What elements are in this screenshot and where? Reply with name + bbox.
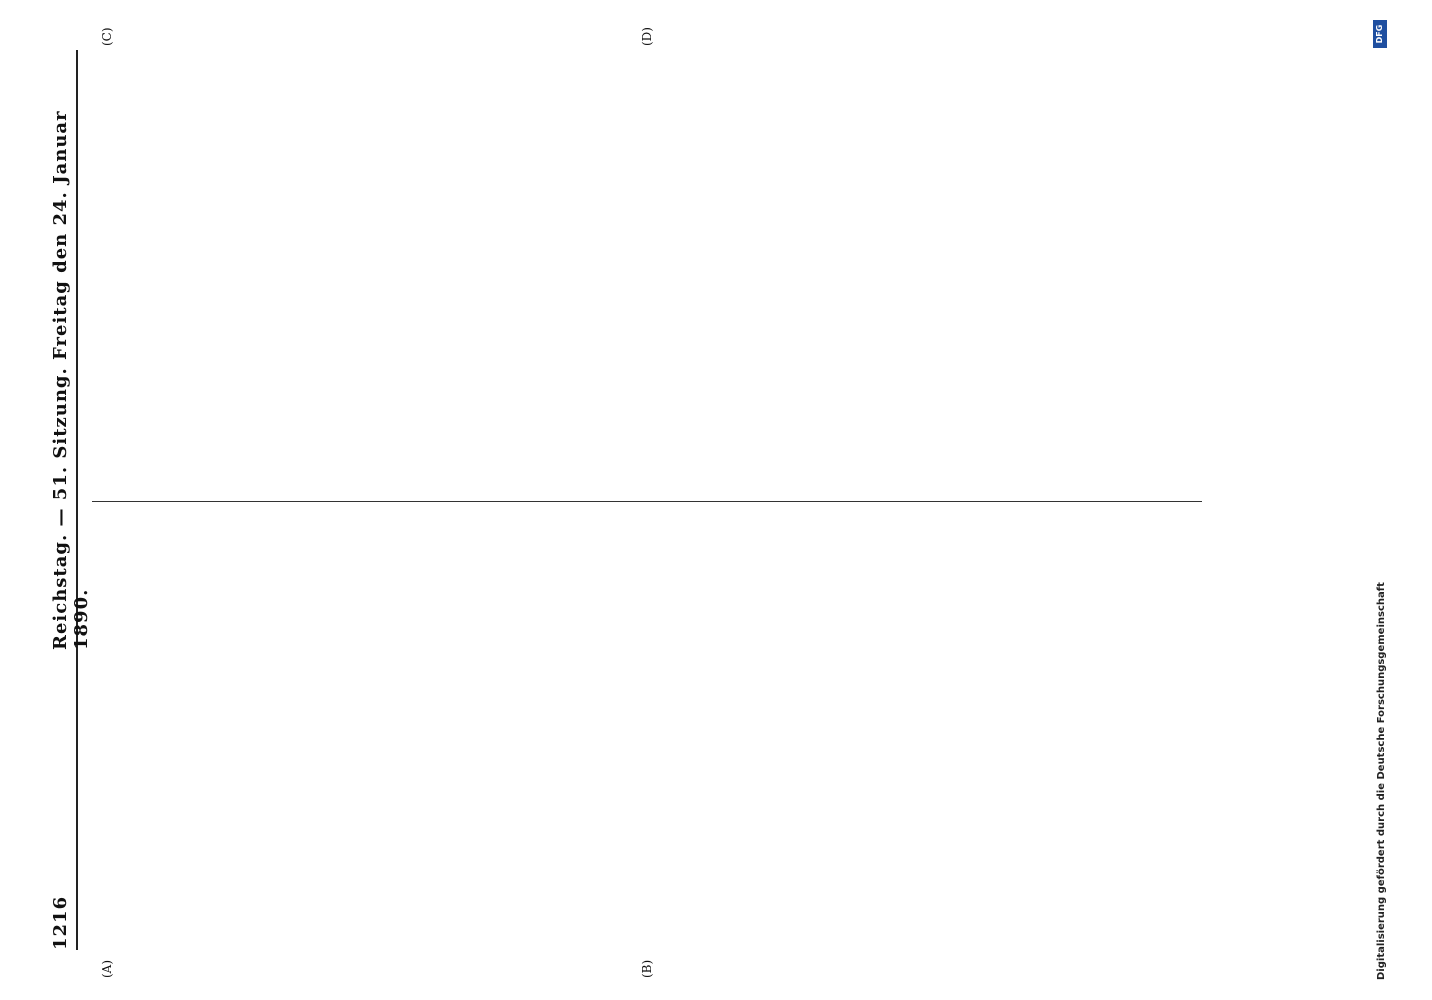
dfg-logo: DFG bbox=[1373, 20, 1387, 48]
text-column-right bbox=[92, 56, 1252, 486]
page-footer bbox=[1372, 20, 1392, 980]
margin-marker-b: (B) bbox=[640, 959, 654, 978]
digitization-credit: Digitalisierung gefördert durch die Deutsche Forschungsgemeinschaft bbox=[1376, 582, 1387, 980]
column-divider bbox=[92, 501, 1202, 502]
page-header bbox=[50, 50, 92, 950]
margin-marker-a: (A) bbox=[100, 959, 114, 978]
margin-marker-d: (D) bbox=[640, 27, 654, 46]
margin-marker-c: (C) bbox=[100, 27, 114, 46]
page-number: 1216 bbox=[50, 895, 71, 950]
page-title: Reichstag. — 51. Sitzung. Freitag den 24. Januar 1890. bbox=[50, 110, 92, 650]
text-column-left bbox=[92, 514, 1252, 944]
